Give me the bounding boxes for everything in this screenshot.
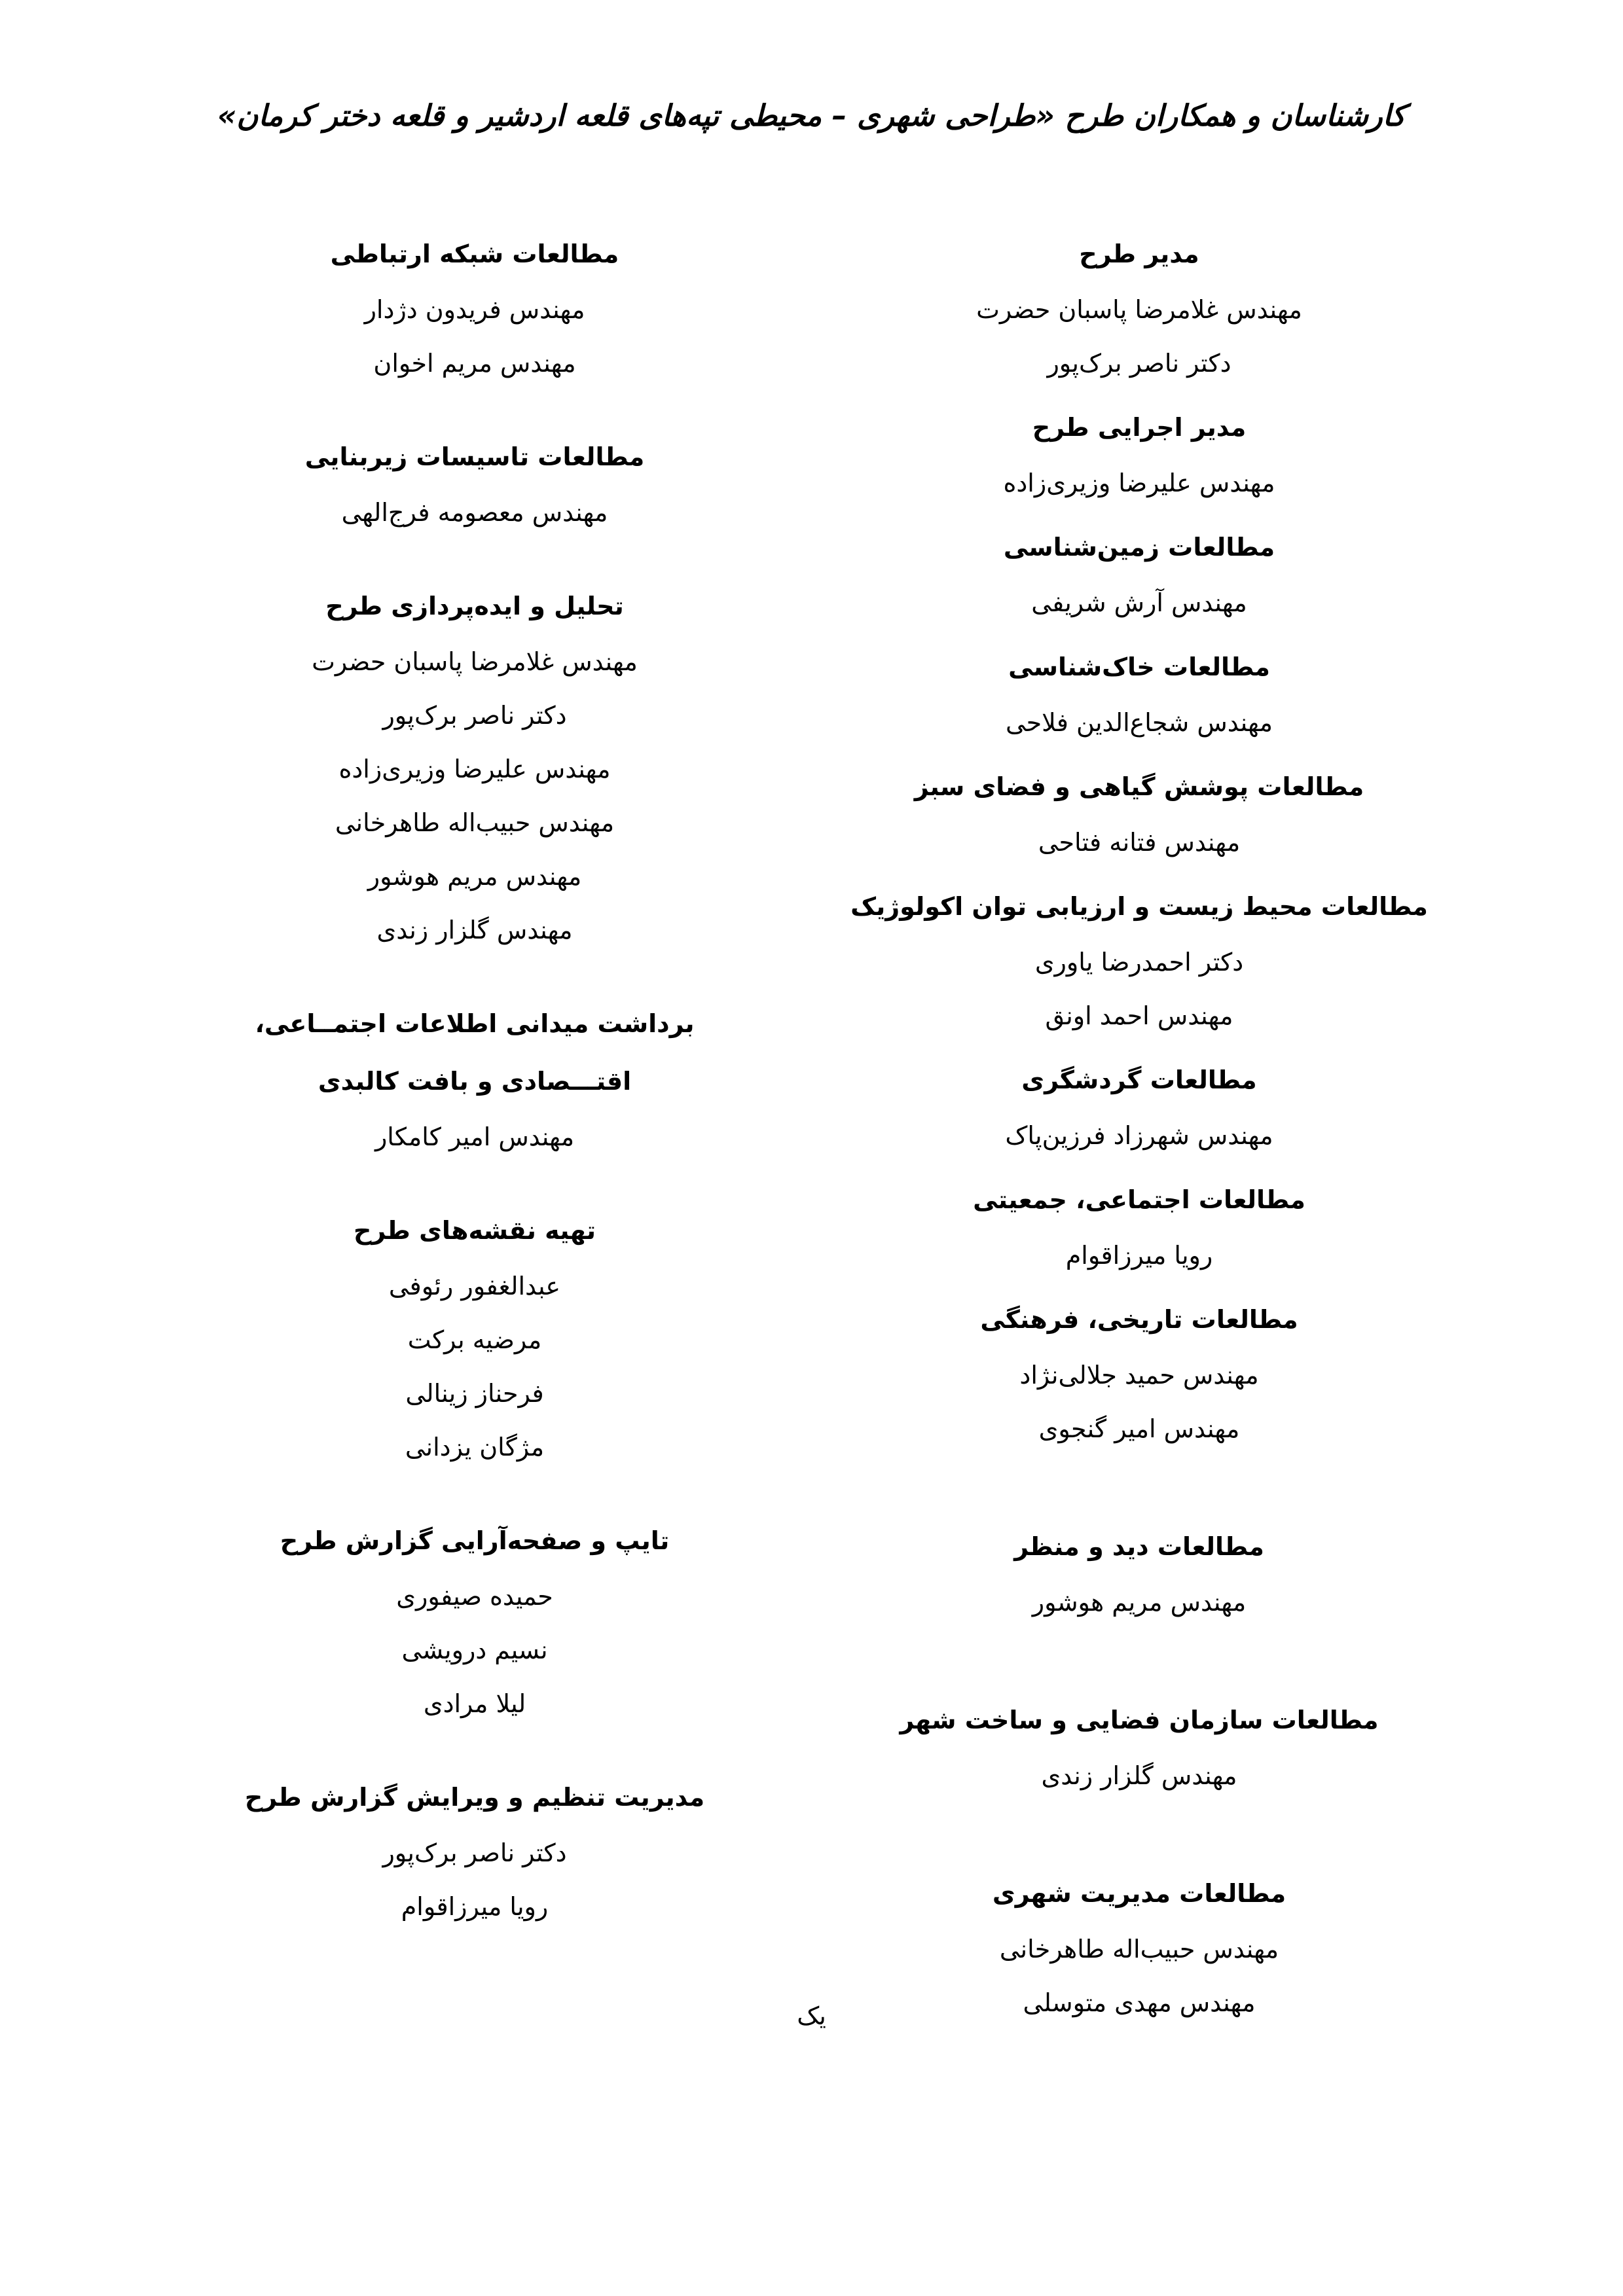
person-name: مهندس فتانه فتاحی [1038,828,1241,857]
credits-section [845,225,1434,390]
person-name: دکتر ناصر برک‌پور [1047,349,1231,378]
section-heading: مطالعات تاسیسات زیربنایی [304,442,645,471]
person-name: مهندس مهدی متوسلی [1023,1988,1256,2017]
person-name: دکتر ناصر برک‌پور [382,1839,567,1867]
person-name: مهندس معصومه فرج‌الهی [341,498,608,527]
section-heading: تایپ و صفحه‌آرایی گزارش طرح [280,1526,670,1555]
person-name: مهندس آرش شریفی [1031,588,1247,617]
right-column [845,225,1434,2030]
person-name: رویا میرزاقوام [1065,1241,1213,1270]
person-name: حمیده صیفوری [396,1582,553,1611]
credits-section [845,758,1434,869]
section-heading: مطالعات محیط زیست و ارزیابی توان اکولوژیک [850,892,1428,921]
credits-section [203,1202,746,1474]
section-heading: مطالعات گردشگری [1021,1066,1257,1094]
person-name: مهندس حمید جلالی‌نژاد [1019,1361,1259,1390]
left-column [203,225,746,1933]
section-heading: مطالعات اجتماعی، جمعیتی [973,1185,1305,1214]
credits-section [203,577,746,957]
section-heading: تهیه نقشه‌های طرح [354,1216,596,1245]
section-heading: مدیر اجرایی طرح [1032,413,1247,442]
person-name: مهندس غلامرضا پاسبان حضرت [976,295,1302,324]
credits-section [845,1691,1434,1803]
section-heading: مطالعات پوشش گیاهی و فضای سبز [914,772,1364,801]
person-name: مهندس شجاع‌الدین فلاحی [1005,708,1273,737]
section-heading: مطالعات دید و منظر [1014,1532,1264,1561]
person-name: مرضیه برکت [407,1325,542,1354]
section-heading: مطالعات مدیریت شهری [992,1879,1286,1908]
page-title: کارشناسان و همکاران طرح «طراحی شهری – محیطی تپه‌های قلعه اردشیر و قلعه دختر کرمان» [217,98,1406,133]
person-name: مهندس علیرضا وزیری‌زاده [1003,469,1275,497]
credits-section [845,878,1434,1043]
person-name: مهندس گلزار زندی [1041,1761,1237,1790]
person-name: عبدالغفور رئوفی [388,1272,561,1300]
person-name: مهندس علیرضا وزیری‌زاده [338,755,611,783]
section-heading: مدیر طرح [1079,240,1199,268]
credits-section [845,638,1434,749]
credits-section [845,1171,1434,1282]
person-name: نسیم درویشی [401,1636,548,1664]
credits-section [845,518,1434,630]
person-name: دکتر ناصر برک‌پور [382,701,567,730]
section-heading: مطالعات خاک‌شناسی [1008,653,1270,681]
section-heading: مطالعات شبکه ارتباطی [330,240,619,268]
person-name: لیلا مرادی [423,1689,526,1718]
person-name: مهندس مریم اخوان [373,349,576,378]
person-name: مهندس فریدون دژدار [364,295,585,324]
credits-section [845,1291,1434,1456]
person-name: مهندس مریم هوشور [1032,1588,1247,1617]
person-name: مهندس حبیب‌اله طاهرخانی [999,1935,1279,1964]
person-name: مهندس احمد اونق [1045,1001,1233,1030]
section-heading: تحلیل و ایده‌پردازی طرح [325,592,624,620]
credits-section [845,1051,1434,1162]
section-heading: مدیریت تنظیم و ویرایش گزارش طرح [244,1783,705,1812]
section-heading: مطالعات سازمان فضایی و ساخت شهر [900,1706,1379,1734]
person-name: فرحناز زینالی [405,1379,544,1408]
credits-section [203,995,746,1164]
credits-section [203,428,746,539]
credits-section [845,1518,1434,1629]
credits-section [203,1512,746,1731]
section-heading: برداشت میدانی اطلاعات اجتمــاعی، اقتـــصادی و بافت کالبدی [255,1009,695,1096]
credits-section [203,225,746,390]
person-name: دکتر احمدرضا یاوری [1034,948,1244,977]
person-name: مهندس امیر کامکار [374,1122,575,1151]
person-name: مهندس امیر گنجوی [1038,1414,1240,1443]
person-name: مژگان یزدانی [405,1433,545,1462]
person-name: رویا میرزاقوام [401,1892,549,1921]
credits-section [203,1768,746,1933]
person-name: مهندس حبیب‌اله طاهرخانی [335,808,615,837]
section-heading: مطالعات زمین‌شناسی [1003,533,1275,562]
person-name: مهندس گلزار زندی [376,916,573,944]
person-name: مهندس مریم هوشور [367,862,582,891]
person-name: مهندس شهرزاد فرزین‌پاک [1005,1121,1273,1150]
page-number: یک [797,2001,826,2030]
credits-section [845,399,1434,510]
person-name: مهندس غلامرضا پاسبان حضرت [312,647,638,676]
section-heading: مطالعات تاریخی، فرهنگی [980,1305,1298,1334]
